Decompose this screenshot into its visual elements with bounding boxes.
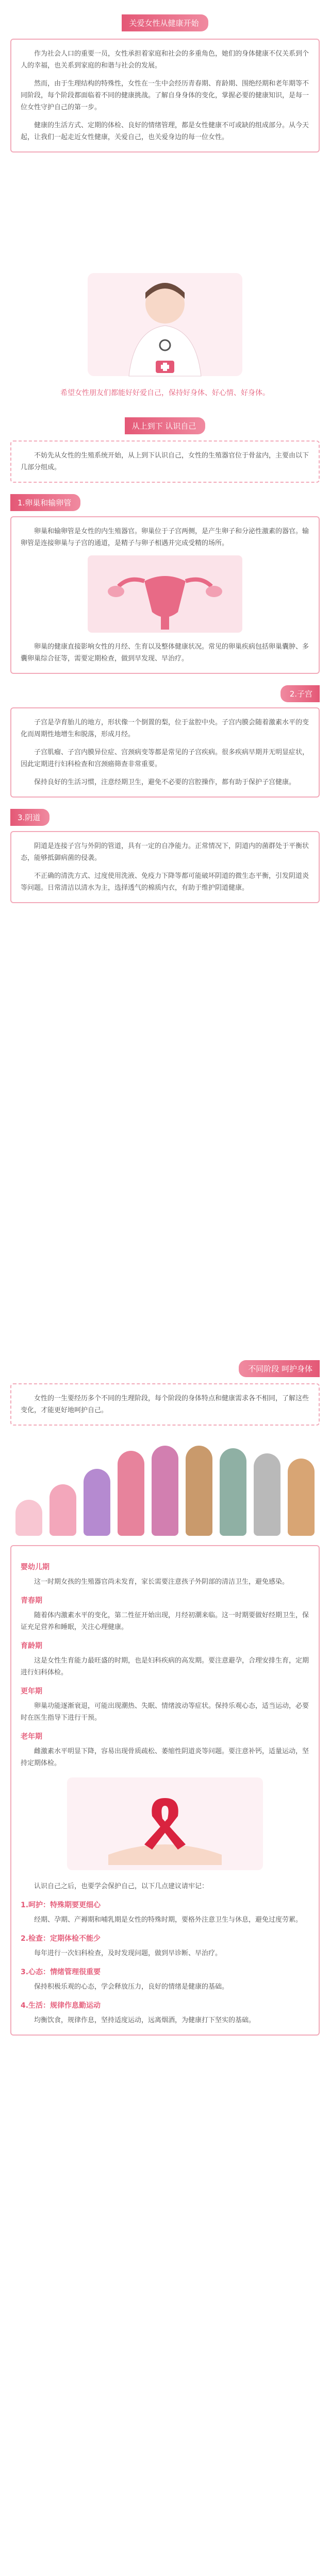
section1 — [10, 417, 320, 903]
stages-frame — [10, 1545, 320, 2036]
uterus-p2: 子宫肌瘤、子宫内膜异位症、宫颈病变等都是常见的子宫疾病。很多疾病早期并无明显症状，因此定期进行妇科检查和宫颈癌筛查非常重要。 — [21, 749, 309, 768]
elder-woman-icon — [288, 1459, 315, 1536]
woman-icon — [118, 1451, 144, 1536]
elder-woman-icon — [254, 1453, 280, 1536]
tip-title: 1.呵护：特殊期要更细心 — [21, 1901, 101, 1909]
stage-title: 更年期 — [21, 1687, 42, 1696]
slogan: 希望女性朋友们都能好好爱自己，保持好身体、好心情、好身体。 — [60, 389, 270, 397]
woman-icon — [84, 1469, 110, 1536]
tip-body: 均衡饮食，规律作息，坚持适度运动，远离烟酒，为健康打下坚实的基础。 — [34, 2016, 256, 2024]
ribbon-illustration — [21, 1777, 309, 1872]
ovary-p1: 卵巢和输卵管是女性的内生殖器官。卵巢位于子宫两侧，是产生卵子和分泌性激素的器官。输卵管是连接卵巢与子宫的通道，是精子与卵子相遇并完成受精的场所。 — [21, 528, 309, 547]
uterus-p1: 子宫是孕育胎儿的地方，形状像一个倒置的梨，位于盆腔中央。子宫内膜会随着激素水平的变化而周期性地增生和脱落，形成月经。 — [21, 719, 309, 738]
doctor-illustration — [10, 268, 320, 381]
doctor-icon — [10, 268, 320, 381]
stage-title: 育龄期 — [21, 1642, 42, 1650]
girl-icon — [50, 1484, 76, 1536]
woman-icon — [186, 1446, 212, 1536]
stage-body: 卵巢功能逐渐衰退，可能出现潮热、失眠、情绪波动等症状。保持乐观心态，适当运动，必要时在医生指导下进行干预。 — [21, 1702, 309, 1722]
section1-intro: 不妨先从女性的生殖系统开始，从上到下认识自己，女性的生殖器官位于骨盆内，主要由以下几部分组成。 — [21, 452, 309, 471]
section2-intro: 女性的一生要经历多个不同的生理阶段，每个阶段的身体特点和健康需求各不相同，了解这些变化，才能更好地呵护自己。 — [21, 1395, 309, 1414]
stage-title: 青春期 — [21, 1597, 42, 1605]
stage-body: 这是女性生育能力最旺盛的时期，也是妇科疾病的高发期。要注意避孕，合理安排生育，定期进行妇科体检。 — [21, 1657, 309, 1676]
tip-body: 保持积极乐观的心态，学会释放压力，良好的情绪是健康的基础。 — [34, 1983, 229, 1991]
girl-icon — [15, 1500, 42, 1536]
slogan-line — [10, 387, 320, 398]
red-ribbon-icon — [67, 1777, 263, 1870]
uterus-frame — [10, 707, 320, 798]
ovary-frame — [10, 516, 320, 674]
stage-body: 这一时期女孩的生殖器官尚未发育，家长需要注意孩子外阴部的清洁卫生，避免感染。 — [34, 1578, 289, 1586]
ovary-p2: 卵巢的健康直接影响女性的月经、生育以及整体健康状况。常见的卵巢疾病包括卵巢囊肿、多囊卵巢综合征等，需要定期检查，做到早发现、早治疗。 — [21, 643, 309, 663]
woman-icon — [220, 1448, 246, 1536]
uterus-icon — [88, 555, 242, 633]
section2-intro-frame — [10, 1383, 320, 1426]
tip-body: 每年进行一次妇科检查，及时发现问题，做到早诊断、早治疗。 — [34, 1950, 222, 1957]
life-stages-illustration — [15, 1438, 315, 1536]
vagina-title: 3.阴道 — [10, 809, 50, 826]
intro-paragraph: 健康的生活方式、定期的体检、良好的情绪管理，都是女性健康不可或缺的组成部分。从今天起，让我们一起走近女性健康，关爱自己，也关爱身边的每一位女性。 — [21, 122, 309, 141]
section2 — [10, 1360, 320, 2036]
intro-ribbon: 关爱女性从健康开始 — [122, 14, 208, 31]
stage-body: 随着体内激素水平的变化，第二性征开始出现，月经初潮来临。这一时期要做好经期卫生，保证充足营养和睡眠，关注心理健康。 — [21, 1612, 309, 1631]
uterus-title: 2.子宫 — [280, 685, 320, 702]
stage-body: 雌激素水平明显下降，容易出现骨质疏松、萎缩性阴道炎等问题。要注意补钙，适量运动，坚持定期体检。 — [21, 1748, 309, 1767]
vagina-p2: 不正确的清洗方式、过度使用洗液、免疫力下降等都可能破坏阴道的微生态平衡，引发阴道炎等问题。日常清洁以清水为主，选择透气的棉质内衣，有助于维护阴道健康。 — [21, 872, 309, 892]
uterus-illustration — [21, 555, 309, 635]
tips-intro: 认识自己之后，也要学会保护自己，以下几点建议请牢记： — [34, 1883, 209, 1890]
intro-paragraph: 然而，由于生理结构的特殊性，女性在一生中会经历青春期、育龄期、围绝经期和老年期等不同阶段，每个阶段都面临着不同的健康挑战。了解自身身体的变化，掌握必要的健康知识，是每一位女性守护自己的第一步。 — [21, 80, 309, 111]
tip-title: 4.生活：规律作息勤运动 — [21, 2002, 101, 2010]
vagina-p1: 阴道是连接子宫与外阴的管道，具有一定的自净能力。正常情况下，阴道内的菌群处于平衡状态，能够抵御病菌的侵袭。 — [21, 842, 309, 862]
vagina-frame — [10, 831, 320, 903]
intro-paragraph: 作为社会人口的重要一员，女性承担着家庭和社会的多重角色，她们的身体健康不仅关系到个人的幸福，也关系到家庭的和谐与社会的发展。 — [21, 50, 309, 70]
stage-title: 老年期 — [21, 1733, 42, 1741]
section2-ribbon: 不同阶段 呵护身体 — [239, 1360, 320, 1377]
stage-title: 婴幼儿期 — [21, 1563, 50, 1571]
intro-frame — [10, 39, 320, 152]
intro-section — [10, 14, 320, 152]
section1-intro-frame — [10, 440, 320, 483]
woman-icon — [152, 1446, 178, 1536]
ovary-title: 1.卵巢和输卵管 — [10, 494, 80, 511]
tip-body: 经期、孕期、产褥期和哺乳期是女性的特殊时期，要格外注意卫生与休息，避免过度劳累。 — [34, 1916, 303, 1924]
section1-ribbon: 从上到下 认识自己 — [125, 417, 206, 434]
uterus-p3: 保持良好的生活习惯，注意经期卫生，避免不必要的宫腔操作，都有助于保护子宫健康。 — [34, 778, 296, 786]
tip-title: 3.心态：情绪管理很重要 — [21, 1968, 101, 1976]
tip-title: 2.检查：定期体检不能少 — [21, 1935, 101, 1943]
